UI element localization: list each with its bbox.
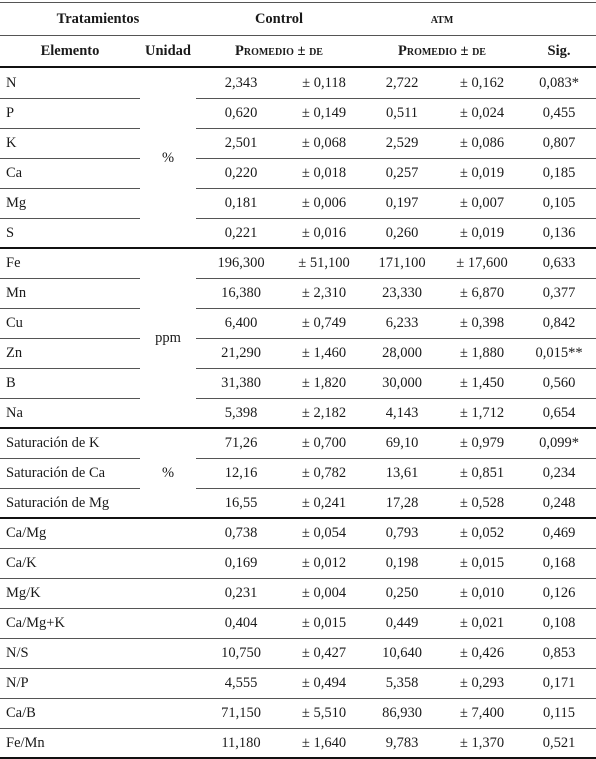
cell-atm-sd: ± 0,007 — [459, 194, 505, 211]
cell-atm-mean: 6,233 — [385, 314, 419, 331]
cell-sig: 0,654 — [542, 404, 576, 421]
cell-control-mean: 0,220 — [224, 164, 258, 181]
cell-elemento: P — [6, 104, 15, 121]
cell-control-mean: 10,750 — [221, 644, 261, 661]
table-row — [0, 278, 596, 308]
cell-control-sd: ± 0,782 — [301, 464, 347, 481]
cell-sig: 0,136 — [542, 224, 576, 241]
cell-control-sd: ± 0,494 — [301, 674, 347, 691]
cell-elemento: Fe/Mn — [6, 734, 45, 751]
cell-control-mean: 0,738 — [224, 524, 258, 541]
cell-sig: 0,455 — [542, 104, 576, 121]
cell-sig: 0,105 — [542, 194, 576, 211]
cell-control-sd: ± 0,149 — [301, 104, 347, 121]
cell-elemento: K — [6, 134, 17, 151]
cell-atm-sd: ± 0,979 — [459, 434, 505, 451]
cell-atm-sd: ± 1,370 — [459, 734, 505, 751]
cell-atm-sd: ± 7,400 — [459, 704, 505, 721]
cell-control-sd: ± 0,015 — [301, 614, 347, 631]
cell-elemento: B — [6, 374, 16, 391]
cell-elemento: Ca/Mg+K — [6, 614, 65, 631]
cell-control-mean: 12,16 — [224, 464, 258, 481]
cell-elemento: N/S — [6, 644, 29, 661]
cell-elemento: Cu — [6, 314, 23, 331]
header-row-columns — [0, 36, 596, 66]
cell-atm-sd: ± 1,450 — [459, 374, 505, 391]
cell-elemento: Mg — [6, 194, 27, 211]
table-row — [0, 218, 596, 248]
cell-atm-sd: ± 0,293 — [459, 674, 505, 691]
cell-sig: 0,171 — [542, 674, 576, 691]
cell-control-sd: ± 0,018 — [301, 164, 347, 181]
cell-atm-sd: ± 0,015 — [459, 554, 505, 571]
cell-elemento: N — [6, 74, 17, 91]
cell-control-mean: 5,398 — [224, 404, 258, 421]
cell-control-mean: 2,501 — [224, 134, 258, 151]
cell-sig: 0,521 — [542, 734, 576, 751]
header-control: Control — [254, 10, 304, 27]
header-sig: Sig. — [547, 42, 571, 59]
cell-atm-sd: ± 0,024 — [459, 104, 505, 121]
cell-atm-mean: 17,28 — [385, 494, 419, 511]
cell-sig: 0,633 — [542, 254, 576, 271]
cell-sig: 0,168 — [542, 554, 576, 571]
cell-sig: 0,099* — [539, 434, 579, 451]
cell-atm-sd: ± 6,870 — [459, 284, 505, 301]
cell-control-sd: ± 0,068 — [301, 134, 347, 151]
cell-elemento: Ca — [6, 164, 23, 181]
unit-ppm: ppm — [155, 329, 181, 346]
cell-atm-mean: 0,793 — [385, 524, 419, 541]
cell-control-mean: 11,180 — [221, 734, 261, 751]
cell-control-sd: ± 1,820 — [301, 374, 347, 391]
cell-atm-mean: 2,529 — [385, 134, 419, 151]
cell-control-mean: 71,150 — [221, 704, 261, 721]
table-row — [0, 458, 596, 488]
cell-control-sd: ± 1,640 — [301, 734, 347, 751]
cell-atm-sd: ± 0,019 — [459, 164, 505, 181]
cell-sig: 0,234 — [542, 464, 576, 481]
cell-control-mean: 71,26 — [224, 434, 258, 451]
table-row — [0, 68, 596, 98]
table-row — [0, 728, 596, 758]
cell-atm-mean: 5,358 — [385, 674, 419, 691]
cell-sig: 0,115 — [542, 704, 576, 721]
cell-atm-sd: ± 0,086 — [459, 134, 505, 151]
cell-sig: 0,377 — [542, 284, 576, 301]
cell-control-sd: ± 0,004 — [301, 584, 347, 601]
cell-control-mean: 0,404 — [224, 614, 258, 631]
cell-control-sd: ± 0,700 — [301, 434, 347, 451]
table-row — [0, 368, 596, 398]
cell-sig: 0,842 — [542, 314, 576, 331]
cell-control-sd: ± 51,100 — [298, 254, 350, 271]
cell-atm-mean: 86,930 — [382, 704, 422, 721]
cell-control-mean: 0,169 — [224, 554, 258, 571]
header-atm: atm — [430, 10, 454, 27]
cell-elemento: Mg/K — [6, 584, 41, 601]
header-promedio-control-text: Promedio ± de — [235, 42, 323, 59]
table-row — [0, 248, 596, 278]
cell-elemento: N/P — [6, 674, 29, 691]
cell-atm-mean: 13,61 — [385, 464, 419, 481]
table-row — [0, 638, 596, 668]
cell-atm-mean: 0,449 — [385, 614, 419, 631]
cell-control-mean: 0,231 — [224, 584, 258, 601]
cell-atm-mean: 28,000 — [382, 344, 422, 361]
cell-atm-mean: 0,197 — [385, 194, 419, 211]
cell-elemento: Saturación de Ca — [6, 464, 106, 481]
cell-atm-sd: ± 0,021 — [459, 614, 505, 631]
cell-control-sd: ± 0,012 — [301, 554, 347, 571]
cell-control-mean: 2,343 — [224, 74, 258, 91]
table-row — [0, 578, 596, 608]
cell-atm-sd: ± 0,010 — [459, 584, 505, 601]
cell-atm-mean: 10,640 — [382, 644, 422, 661]
cell-elemento: Ca/B — [6, 704, 36, 721]
cell-atm-mean: 69,10 — [385, 434, 419, 451]
table-row — [0, 398, 596, 428]
table-row — [0, 518, 596, 548]
table-row — [0, 488, 596, 518]
cell-elemento: Zn — [6, 344, 23, 361]
cell-control-sd: ± 0,006 — [301, 194, 347, 211]
cell-elemento: Ca/K — [6, 554, 37, 571]
cell-atm-sd: ± 1,712 — [459, 404, 505, 421]
cell-atm-mean: 4,143 — [385, 404, 419, 421]
unit-percent-nutrients: % — [161, 149, 175, 166]
cell-sig: 0,015** — [535, 344, 583, 361]
table-row — [0, 188, 596, 218]
cell-control-sd: ± 0,427 — [301, 644, 347, 661]
cell-atm-mean: 23,330 — [382, 284, 422, 301]
cell-atm-mean: 171,100 — [378, 254, 426, 271]
cell-control-mean: 196,300 — [217, 254, 265, 271]
cell-elemento: S — [6, 224, 15, 241]
cell-control-mean: 0,620 — [224, 104, 258, 121]
cell-sig: 0,560 — [542, 374, 576, 391]
table-row — [0, 548, 596, 578]
cell-elemento: Fe — [6, 254, 21, 271]
cell-sig: 0,108 — [542, 614, 576, 631]
cell-control-mean: 4,555 — [224, 674, 258, 691]
cell-elemento: Na — [6, 404, 23, 421]
cell-elemento: Ca/Mg — [6, 524, 47, 541]
cell-control-mean: 21,290 — [221, 344, 261, 361]
cell-sig: 0,853 — [542, 644, 576, 661]
cell-atm-mean: 2,722 — [385, 74, 419, 91]
cell-control-mean: 16,380 — [221, 284, 261, 301]
header-tratamientos: Tratamientos — [56, 10, 140, 27]
cell-elemento: Saturación de K — [6, 434, 100, 451]
table-row — [0, 128, 596, 158]
cell-control-sd: ± 0,054 — [301, 524, 347, 541]
cell-atm-sd: ± 0,398 — [459, 314, 505, 331]
top-rule — [0, 2, 596, 3]
cell-control-sd: ± 1,460 — [301, 344, 347, 361]
cell-atm-sd: ± 0,528 — [459, 494, 505, 511]
cell-control-sd: ± 2,310 — [301, 284, 347, 301]
cell-elemento: Saturación de Mg — [6, 494, 110, 511]
cell-atm-sd: ± 0,162 — [459, 74, 505, 91]
table-row — [0, 428, 596, 458]
cell-elemento: Mn — [6, 284, 27, 301]
cell-sig: 0,126 — [542, 584, 576, 601]
header-promedio-control — [196, 36, 362, 66]
cell-atm-mean: 0,260 — [385, 224, 419, 241]
cell-atm-mean: 0,198 — [385, 554, 419, 571]
cell-control-mean: 31,380 — [221, 374, 261, 391]
header-row-treatments — [0, 4, 596, 34]
cell-sig: 0,469 — [542, 524, 576, 541]
cell-atm-mean: 30,000 — [382, 374, 422, 391]
cell-atm-sd: ± 1,880 — [459, 344, 505, 361]
cell-control-mean: 16,55 — [224, 494, 258, 511]
header-unidad: Unidad — [145, 42, 191, 59]
cell-atm-sd: ± 0,019 — [459, 224, 505, 241]
cell-control-sd: ± 0,118 — [302, 74, 346, 91]
cell-control-mean: 0,181 — [224, 194, 258, 211]
table-row — [0, 698, 596, 728]
table-row — [0, 608, 596, 638]
cell-sig: 0,807 — [542, 134, 576, 151]
cell-control-sd: ± 0,241 — [301, 494, 347, 511]
cell-sig: 0,248 — [542, 494, 576, 511]
cell-atm-sd: ± 17,600 — [456, 254, 508, 271]
cell-atm-sd: ± 0,426 — [459, 644, 505, 661]
cell-atm-mean: 0,511 — [385, 104, 419, 121]
header-promedio-atm — [362, 36, 522, 66]
table-row — [0, 338, 596, 368]
header-promedio-atm-text: Promedio ± de — [398, 42, 486, 59]
cell-sig: 0,185 — [542, 164, 576, 181]
table-row — [0, 308, 596, 338]
table-row — [0, 158, 596, 188]
unit-percent-saturation: % — [161, 464, 175, 481]
cell-control-sd: ± 0,749 — [301, 314, 347, 331]
cell-atm-sd: ± 0,052 — [459, 524, 505, 541]
cell-atm-sd: ± 0,851 — [459, 464, 505, 481]
cell-control-mean: 0,221 — [224, 224, 258, 241]
cell-sig: 0,083* — [539, 74, 579, 91]
cell-atm-mean: 0,257 — [385, 164, 419, 181]
cell-control-sd: ± 2,182 — [301, 404, 347, 421]
table-row — [0, 98, 596, 128]
header-elemento: Elemento — [40, 42, 100, 59]
cell-atm-mean: 9,783 — [385, 734, 419, 751]
cell-control-mean: 6,400 — [224, 314, 258, 331]
cell-control-sd: ± 0,016 — [301, 224, 347, 241]
cell-control-sd: ± 5,510 — [301, 704, 347, 721]
cell-atm-mean: 0,250 — [385, 584, 419, 601]
table-row — [0, 668, 596, 698]
